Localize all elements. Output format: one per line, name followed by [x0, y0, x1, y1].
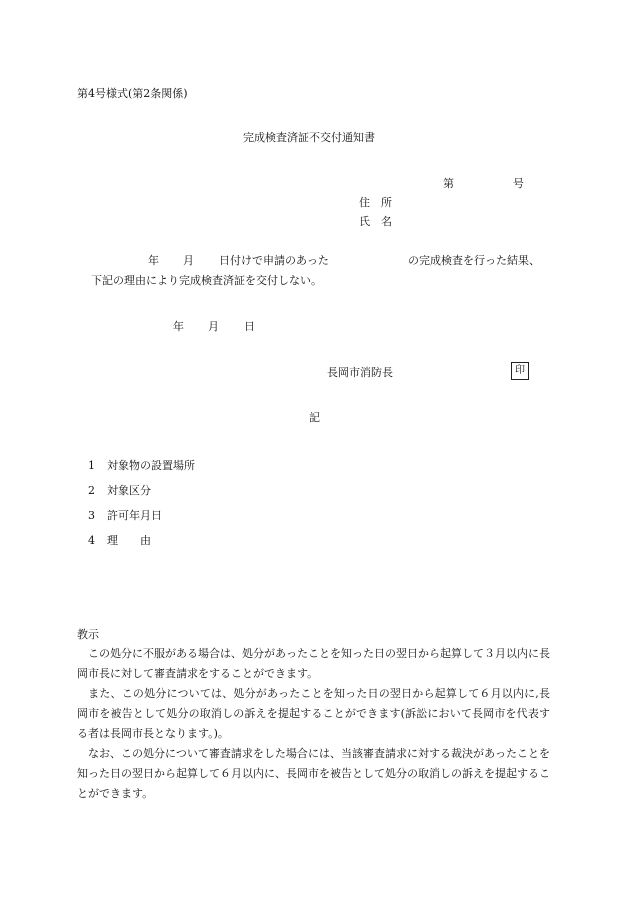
document-title: 完成検査済証不交付通知書: [243, 131, 375, 144]
number-prefix: 第: [443, 177, 454, 190]
item-number: 1: [88, 459, 95, 472]
body-year: 年: [148, 254, 159, 267]
item-number: 2: [88, 484, 95, 497]
item-label: 対象区分: [107, 484, 151, 497]
kyoji-paragraph-1: この処分に不服がある場合は、処分があったことを知った日の翌日から起算して３月以内に長岡市長に対して審査請求をすることができます。: [77, 647, 550, 680]
item-label: 理 由: [107, 534, 151, 547]
item-label: 許可年月日: [107, 509, 162, 522]
ki-heading: 記: [309, 411, 320, 424]
kyoji-paragraph-2: また、この処分については、処分があったことを知った日の翌日から起算して６月以内に,長岡市を被告として処分の取消しの訴えを提起することができます(訴訟において長岡市を代表する者は長岡市長となります。)。: [77, 687, 550, 740]
item-label: 対象物の設置場所: [107, 459, 195, 472]
form-number: 第4号様式(第2条関係): [77, 87, 188, 100]
kyoji-title: 教示: [77, 628, 99, 641]
name-label: 氏 名: [359, 215, 392, 228]
body-line-2: 下記の理由により完成検査済証を交付しない。: [91, 274, 322, 287]
item-number: 3: [88, 509, 95, 522]
body-day-text: 日付けで申請のあった: [219, 254, 329, 267]
date-year: 年: [173, 320, 184, 333]
issuer-name: 長岡市消防長: [327, 366, 393, 379]
body-middle-text: の完成検査を行った結果、: [408, 254, 540, 267]
date-day: 日: [244, 320, 255, 333]
date-month: 月: [208, 320, 219, 333]
body-month: 月: [183, 254, 194, 267]
number-suffix: 号: [513, 177, 524, 190]
seal-stamp: 印: [511, 362, 529, 380]
address-label: 住 所: [359, 196, 392, 209]
item-number: 4: [88, 534, 95, 547]
kyoji-paragraph-3: なお、この処分について審査請求をした場合には、当該審査請求に対する裁決があったことを知った日の翌日から起算して６月以内に、長岡市を被告として処分の取消しの訴えを提起することができます。: [77, 747, 550, 800]
